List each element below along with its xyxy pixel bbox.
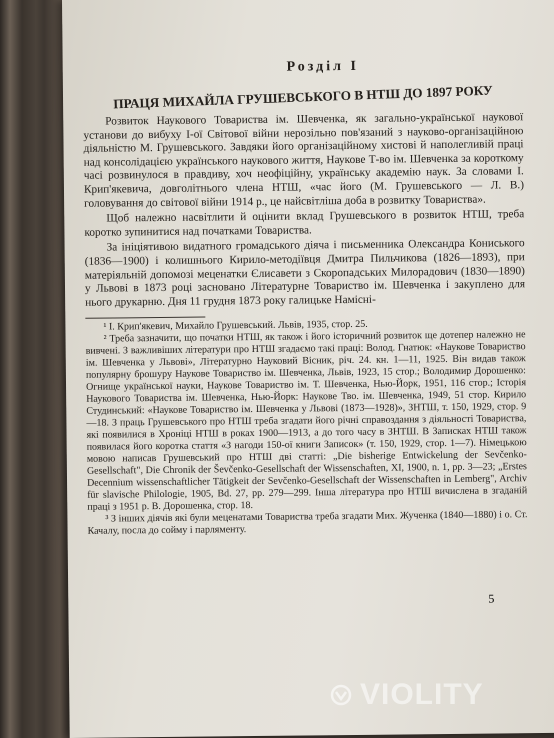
page-number: 5 <box>488 591 495 606</box>
book-page <box>62 0 554 738</box>
watermark-text: VIOLITY <box>360 678 484 711</box>
chapter-heading: Розділ I <box>286 58 359 75</box>
footnote: ¹ І. Крип'якевич, Михайло Грушевський. Львів, 1935, стор. 25. <box>103 319 368 333</box>
chapter-title: ПРАЦЯ МИХАЙЛА ГРУШЕВСЬКОГО В НТШ ДО 1897 РОКУ <box>113 82 493 112</box>
paragraph: Щоб належно насвітлити й оцінити вклад Грушевського в розвиток НТШ, треба коротко зупинитися над початками Товариства. <box>84 208 525 239</box>
paragraph: Розвиток Наукового Товариства ім. Шевченка, як загально-української наукової установи до вибуху І-ої Світової війни нерозільно пов'язаний з науково-організаційною діяльністю М. Грушевського. Завдяки його організаційному хистові й наполегливій праці над консолідацією українського наукового життя, Наукове Т-во ім. Шевченка за короткому часі розвинулося в правдиву, хоч неофіційну, українську академію наук. За словами І. Крип'якевича, довголітнього члена НТШ, «час його (М. Грушевського — Л. В.) головування до світової війни 1914 р., це найсвітліша доба в розвитку Товариства». <box>83 111 525 210</box>
page-content <box>83 57 528 538</box>
body-text <box>83 111 525 310</box>
paragraph: За ініціятивою видатного громадського діяча і письменника Олександра Кониського (1836—1900) і колишнього Кирило-методіївця Дмитра Пильчикова (1826—1893), при матеріяльній допомозі меценатки Єлисавети з Скоропадських Милорадович (1830—1890) у Львові в 1873 році засновано Літературне Товариство ім. Шевченка і закуплено для нього друкарню. Дня 11 грудня 1873 року галицьке Наміснi- <box>84 237 526 309</box>
footnote: ³ З інших діячів які були меценатами Товариства треба згадати Мих. Жученка (1840—1880) і о. Ст. Качалу, посла до сойму і парляменту. <box>87 509 528 538</box>
violity-logo-icon <box>330 684 352 706</box>
footnotes <box>85 317 527 538</box>
footnote-divider <box>85 317 205 319</box>
footnote: ² Треба зазначити, що початки НТШ, як також і його історичний розвиток ще дотепер належно не вивчені. З важливіших літератури про НТШ згадаємо такі праці: Волод. Гнатюк: «Наукове Товариство ім. Шевченка у Львові», Літературно Науковий Вісник, річ. 24. кн. 1—11, 1925. Він видав також популярну брошуру Наукове Товариство ім. Шевченка, Львів, 1923, 15 стор.; Володимир Дорошенко: Огнище української науки, Наукове Товариство ім. Т. Шевченка, Нью-Йорк, 1951, 116 стор.; Історія Наукового Товариства ім. Шевченка, Нью-Йорк: Наукове Тво. ім. Шевченка, 1949, 51 стор. Кирило Студинський: «Наукове Товариство ім. Шевченка у Львові (1873—1928)», ЗНТШ, т. 150, 1929, стор. 9—18. З праць Грушевського про НТШ треба згадати його річні справоздання з діяльності Товариства, які появилися в Хроніці НТШ в роках 1900—1913, а до того часу в ЗНТШ. В Записках НТШ також появилася його коротка стаття «З нагоди 150-ої книги Записок» (т. 150, 1929, стор. 1—7). Німецькою мовою написав Грушевський про НТШ дві статті: „Die bisherige Entwickelung der Sevčenko-Gesellschaft", Die Chronik der Ševčenko-Gesellschaft der Wissenschaften, XI, 1900, n. 1, pp. 3—23; „Erstes Decennium wissenschaftlicher Tätigkeit der Sevčenko-Gesellschaft der Wissenschaften in Lemberg", Archiv für slavische Philologie, 1905, Bd. 27, pp. 279—299. Інша література про НТШ вичислена в згаданій праці з 1951 р. В. Дорошенка, стор. 18. <box>85 329 528 514</box>
